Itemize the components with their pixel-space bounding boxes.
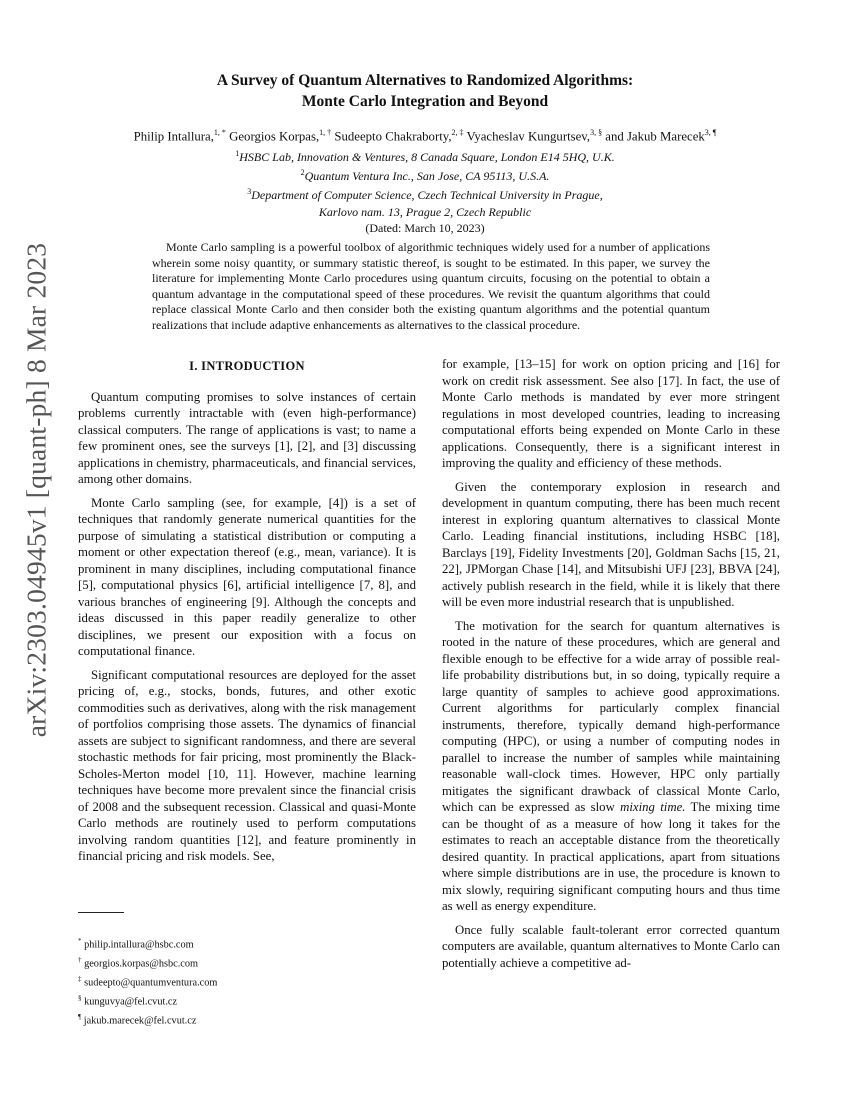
author: Georgios Korpas,	[229, 129, 320, 144]
footnote-item	[78, 953, 217, 972]
footnote-email: philip.intallura@hsbc.com	[84, 939, 194, 951]
affiliation-line	[100, 165, 750, 184]
dated-line: (Dated: March 10, 2023)	[365, 220, 485, 235]
footnote-mark: †	[78, 956, 82, 965]
body-paragraph: Quantum computing promises to solve instances of certain problems currently intractable with (even high-performance) classical computers. The range of applications is vast; to name a few prominent ones, see the surveys [1], [2], and [3] discussing applications in chemistry, pharmaceuticals, and financial services, among other domains.	[78, 389, 416, 486]
footnote-email: georgios.korpas@hsbc.com	[84, 958, 199, 970]
affiliation-text: Department of Computer Science, Czech Technical University in Prague,	[251, 188, 603, 203]
author-mark: 2, ‡	[451, 128, 464, 137]
title-line-1: A Survey of Quantum Alternatives to Randomized Algorithms:	[216, 72, 634, 89]
body-paragraph: Once fully scalable fault-tolerant error corrected quantum computers are available, quantum alternatives to Monte Carlo can potentially achieve a competitive ad-	[442, 922, 780, 970]
body-paragraph	[442, 618, 780, 915]
author: Vyacheslav Kungurtsev,	[466, 129, 591, 144]
footnote-rule	[78, 912, 124, 913]
affiliation-line	[100, 204, 750, 220]
author-mark: 1, †	[319, 128, 332, 137]
author: Sudeepto Chakraborty,	[334, 129, 452, 144]
affiliation-block	[100, 146, 750, 236]
affiliation-mark: 2	[300, 168, 305, 178]
section-heading-introduction: I. INTRODUCTION	[189, 359, 305, 373]
author-list	[60, 124, 790, 145]
body-paragraph: Monte Carlo sampling (see, for example, [4]) is a set of techniques that randomly generate numerical quantities for the purpose of simulating a statistical distribution or computing a moment or other expectation thereof (e.g., mean, variance). It is prominent in many disciplines, including computational finance [5], computational physics [6], artificial intelligence [7, 8], and various branches of engineering [9]. Although the concepts and ideas discussed in this paper readily generalize to other disciplines, we present our exposition with a focus on computational finance.	[78, 495, 416, 658]
paper-title	[100, 70, 750, 112]
left-column	[78, 356, 416, 872]
author: and Jakub Marecek	[605, 129, 705, 144]
arxiv-id-text: arXiv:2303.04945v1 [quant-ph] 8 Mar 2023	[20, 242, 52, 738]
affiliation-line	[100, 146, 750, 165]
paragraph-text: The motivation for the search for quantum alternatives is rooted in the nature of these procedures, which are general and flexible enough to be effective for a wide array of possible real-life probability distributions but, in so doing, typically require a large quantity of samples to achieve good approximations. Current algorithms for particularly complex financial instruments, therefore, typically demand high-performance computing (HPC), or using a number of computing nodes in parallel to increase the number of samples while maintaining reasonable wall-clock times. However, HPC only partially mitigates the significant drawback of classical Monte Carlo, which can be expressed as slow	[442, 618, 780, 814]
author: Philip Intallura,	[133, 129, 214, 144]
body-paragraph-continued: for example, [13–15] for work on option pricing and [16] for work on credit risk assessment. See also [17]. In fact, the use of Monte Carlo methods is mandated by ever more stringent regulations in most developed countries, leading to increasing computational efforts being expended on Monte Carlo in these applications. Consequently, there is a significant interest in improving the quality and efficiency of these methods.	[442, 357, 780, 470]
footnote-mark: ‡	[78, 975, 82, 984]
emphasized-term: mixing time.	[620, 800, 686, 814]
abstract: Monte Carlo sampling is a powerful toolbox of algorithmic techniques widely used for a number of applications wherein some noisy quantity, or summary statistic thereof, is sought to be estimated. In this paper, we survey the literature for implementing Monte Carlo procedures using quantum circuits, focusing on the potential to obtain a quantum advantage in the computational speed of these procedures. We revisit the quantum algorithms that could replace classical Monte Carlo and then consider both the existing quantum algorithms and the potential quantum realizations that include adaptive enhancements as alternatives to the classical procedure.	[152, 240, 710, 332]
author-mark: 3, §	[590, 128, 603, 137]
title-line-2: Monte Carlo Integration and Beyond	[301, 93, 549, 110]
footnote-email: kunguvya@fel.cvut.cz	[84, 996, 178, 1008]
author-mark: 1, *	[213, 128, 226, 137]
right-column	[442, 356, 780, 978]
footnote-mark: *	[78, 937, 82, 945]
footnote-mark: §	[78, 994, 82, 1003]
arxiv-identifier-stamp	[14, 242, 58, 738]
footnote-email: jakub.marecek@fel.cvut.cz	[83, 1015, 197, 1027]
footnote-item	[78, 991, 217, 1010]
footnote-item	[78, 972, 217, 991]
footnote-mark: ¶	[78, 1013, 82, 1022]
footnote-email: sudeepto@quantumventura.com	[84, 977, 218, 989]
footnote-item	[78, 1010, 217, 1029]
footnotes	[78, 934, 217, 1029]
affiliation-text: Karlovo nam. 13, Prague 2, Czech Republic	[318, 204, 532, 219]
footnote-item	[78, 934, 217, 953]
body-paragraph: Given the contemporary explosion in research and development in quantum computing, there has been much recent interest in exploring quantum alternatives to classical Monte Carlo. Leading financial institutions, including HSBC [18], Barclays [19], Fidelity Investments [20], Goldman Sachs [15, 21, 22], JPMorgan Chase [14], and Mitsubishi UFJ [23], BBVA [24], actively publish research in the field, while it is likely that there will be even more industrial research that is unpublished.	[442, 479, 780, 609]
affiliation-mark: 1	[235, 149, 240, 158]
affiliation-text: HSBC Lab, Innovation & Ventures, 8 Canada Square, London E14 5HQ, U.K.	[239, 150, 615, 164]
affiliation-mark: 3	[247, 187, 252, 197]
affiliation-line	[100, 184, 750, 203]
affiliation-text: Quantum Ventura Inc., San Jose, CA 95113, U.S.A.	[304, 169, 550, 184]
author-mark: 3, ¶	[704, 128, 717, 137]
paragraph-text: The mixing time can be thought of as a measure of how long it takes for the estimates to reach an acceptable distance from the theoretically desired quantity. In practical applications, apart from situations where simple distributions are in use, the procedure is known to mix slowly, requiring significant computing hours and thus time as well as energy expenditure.	[442, 800, 780, 913]
body-paragraph: Significant computational resources are deployed for the asset pricing of, e.g., stocks, bonds, futures, and other exotic commodities such as derivatives, along with the risk management of portfolios comprising those assets. The dynamics of financial assets are subject to significant randomness, and there are several stochastic methods for fair pricing, most prominently the Black-Scholes-Merton model [10, 11]. However, machine learning techniques have become more prevalent since the financial crisis of 2008 and the subsequent recession. Classical and quasi-Monte Carlo methods are routinely used to perform computations involving random quantities [12], and feature prominently in financial pricing and risk models. See,	[78, 667, 416, 863]
